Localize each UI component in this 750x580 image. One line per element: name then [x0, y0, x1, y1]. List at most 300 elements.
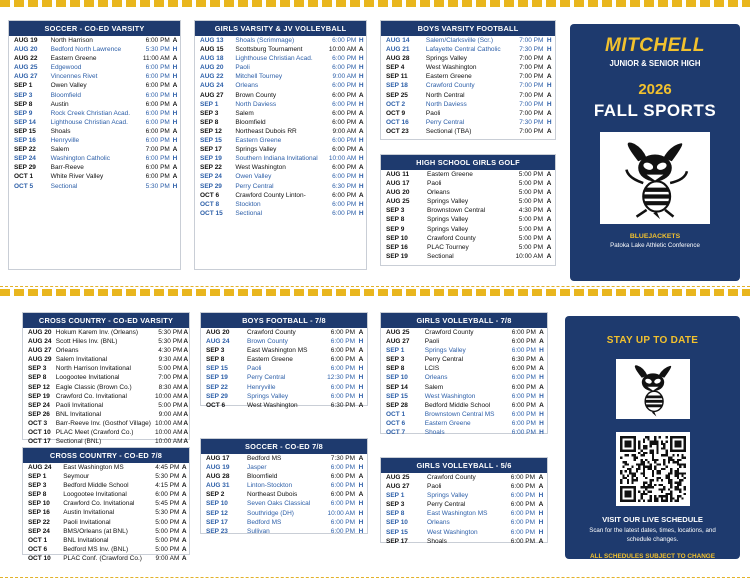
opponent: White River Valley: [50, 173, 104, 181]
game-date: AUG 18: [200, 55, 224, 63]
schedule-row: [201, 481, 367, 490]
home-away: A: [181, 509, 187, 517]
game-date: OCT 1: [28, 536, 48, 544]
schedule-row: [381, 206, 555, 215]
game-date: SEP 14: [386, 383, 408, 391]
schedule-row: [381, 72, 555, 81]
game-time: 6:00 PM: [330, 500, 355, 508]
home-away: A: [358, 191, 364, 199]
opponent: Bloomfield: [235, 118, 266, 126]
game-date: SEP 12: [28, 383, 50, 391]
game-time: 7:30 PM: [519, 46, 544, 54]
opponent: Paoli Invitational: [55, 401, 104, 409]
game-time: 6:00 PM: [510, 501, 535, 509]
game-date: AUG 27: [28, 347, 52, 355]
game-date: AUG 27: [386, 338, 410, 346]
home-away: A: [181, 473, 187, 481]
opponent: Springs Valley: [427, 216, 469, 224]
game-date: SEP 22: [200, 164, 222, 172]
home-away: A: [181, 482, 187, 490]
game-time: 6:00 PM: [511, 429, 536, 437]
home-away: A: [539, 338, 544, 346]
home-away: A: [546, 216, 552, 224]
game-time: 10:00 AM: [155, 419, 183, 427]
schedule-row: [381, 500, 547, 509]
game-date: AUG 20: [14, 46, 38, 54]
game-time: 7:30 PM: [519, 118, 544, 126]
game-time: 6:00 PM: [332, 64, 357, 72]
home-away: H: [358, 100, 364, 108]
opponent: Mitchell Tourney: [235, 73, 283, 81]
schedule-row: [201, 472, 367, 481]
game-time: 10:00 AM: [328, 46, 357, 54]
opponent: Orleans: [55, 347, 79, 355]
opponent: Paoli Invitational: [63, 518, 111, 526]
game-time: 5:30 PM: [155, 473, 180, 481]
game-date: SEP 2: [206, 491, 225, 499]
hornet-mascot-icon: [625, 361, 681, 417]
home-away: A: [546, 234, 552, 242]
schedule-table: [381, 170, 555, 261]
home-away: H: [358, 37, 364, 44]
schedule-row: [381, 482, 547, 491]
game-date: AUG 29: [28, 356, 52, 364]
opponent: Springs Valley: [424, 347, 466, 355]
schedule-row: [381, 91, 555, 100]
game-date: OCT 23: [386, 127, 409, 135]
opponent: LCIS: [424, 365, 440, 373]
schedule-row: [9, 63, 180, 72]
opponent: Springs Valley: [247, 392, 289, 400]
schedule-title: HIGH SCHOOL GIRLS GOLF: [381, 155, 555, 170]
game-date: SEP 19: [28, 392, 50, 400]
schedule-row: [381, 252, 555, 261]
schedule-row: [201, 454, 367, 463]
game-date: SEP 9: [386, 225, 405, 233]
game-date: AUG 24: [206, 338, 230, 346]
schedule-girls-volleyball-varsity-jv: [194, 20, 367, 270]
game-time: 6:00 PM: [332, 82, 357, 90]
opponent: Salem/Clarksville (Scr.): [425, 37, 494, 44]
schedule-row: [23, 328, 189, 337]
schedule-row: [381, 243, 555, 252]
game-time: 5:00 PM: [518, 180, 543, 188]
game-date: SEP 17: [206, 518, 228, 526]
home-away: H: [358, 464, 364, 472]
opponent: Southridge (DH): [247, 509, 294, 517]
schedule-row: [381, 127, 555, 136]
game-time: 7:00 PM: [519, 109, 544, 117]
game-time: 9:00 AM: [155, 554, 180, 562]
schedule-row: [201, 392, 367, 401]
qr-code-icon: [620, 436, 686, 502]
schedule-table: [381, 36, 555, 136]
schedule-row: [381, 392, 547, 401]
schedule-row: [381, 410, 547, 419]
opponent: BNL Invitational: [63, 536, 109, 544]
opponent: Eastern Greene: [247, 356, 293, 364]
game-time: 6:00 PM: [332, 173, 357, 181]
opponent: East Washington MS: [427, 510, 488, 518]
home-away: H: [358, 383, 364, 391]
game-date: SEP 1: [200, 100, 219, 108]
schedule-row: [201, 490, 367, 499]
opponent: Eastern Greene: [425, 73, 472, 81]
game-time: 6:00 PM: [145, 64, 170, 72]
opponent: Paoli: [425, 109, 441, 117]
schedule-row: [23, 536, 189, 545]
qr-code[interactable]: [616, 432, 690, 506]
game-date: AUG 17: [386, 180, 410, 188]
schedule-row: [381, 54, 555, 63]
opponent: Salem Invitational: [55, 356, 108, 364]
opponent: Perry Central: [425, 118, 465, 126]
schedule-row: [195, 63, 366, 72]
schedule-title: CROSS COUNTRY - CO-ED VARSITY: [23, 313, 189, 328]
home-away: A: [172, 55, 178, 63]
game-date: AUG 14: [386, 37, 410, 44]
schedule-row: [23, 373, 189, 382]
game-date: AUG 25: [386, 198, 410, 206]
home-away: H: [358, 365, 364, 373]
game-time: 6:30 PM: [330, 401, 355, 409]
opponent: Perry Central: [424, 356, 464, 364]
game-time: 7:00 PM: [519, 100, 544, 108]
opponent: North Harrison Invitational: [55, 365, 131, 373]
opponent: Paoli: [427, 483, 442, 491]
game-date: AUG 20: [386, 189, 410, 197]
opponent: West Washington: [427, 528, 478, 536]
visit-schedule-text: VISIT OUR LIVE SCHEDULE: [602, 515, 703, 524]
game-time: 6:00 PM: [510, 483, 535, 491]
schedule-row: [23, 355, 189, 364]
schedule-row: [381, 364, 547, 373]
game-time: 6:00 PM: [145, 91, 170, 99]
game-date: AUG 25: [386, 329, 410, 336]
schedule-row: [201, 328, 367, 337]
promo-title: STAY UP TO DATE: [606, 335, 699, 346]
game-time: 6:00 PM: [145, 127, 170, 135]
game-date: SEP 24: [28, 401, 50, 409]
promo-panel: [565, 316, 740, 559]
home-away: A: [358, 146, 364, 154]
game-time: 5:00 PM: [158, 401, 183, 409]
game-date: OCT 6: [28, 545, 48, 553]
schedule-row: [195, 72, 366, 81]
schedule-row: [201, 509, 367, 518]
game-time: 11:00 AM: [142, 55, 170, 63]
game-date: SEP 15: [206, 365, 228, 373]
schedule-row: [23, 401, 189, 410]
opponent: Southern Indiana Invitational: [235, 155, 318, 163]
schedule-table: [23, 328, 189, 446]
opponent: Crawford County: [427, 234, 476, 242]
home-away: A: [546, 109, 552, 117]
game-time: 6:00 PM: [330, 527, 355, 535]
game-date: OCT 9: [386, 109, 406, 117]
schedule-row: [201, 499, 367, 508]
home-away: A: [546, 252, 552, 260]
opponent: Crawford County: [425, 82, 475, 90]
game-time: 10:00 AM: [515, 252, 543, 260]
home-away: A: [538, 474, 544, 481]
home-away: H: [172, 182, 178, 190]
home-away: A: [538, 537, 544, 545]
opponent: Eagle Classic (Brown Co.): [55, 383, 132, 391]
schedule-row: [201, 527, 367, 536]
home-away: A: [358, 329, 364, 336]
cover-panel: [570, 24, 740, 281]
game-date: SEP 10: [386, 519, 408, 527]
opponent: Lighthouse Christian Acad.: [50, 118, 128, 126]
game-date: OCT 3: [28, 419, 48, 427]
school-name: MITCHELL: [604, 35, 706, 56]
home-away: A: [181, 500, 187, 508]
game-date: SEP 10: [28, 500, 50, 508]
game-date: AUG 17: [206, 455, 230, 462]
schedule-row: [381, 197, 555, 206]
opponent: Bedford MS: [247, 455, 282, 462]
game-time: 7:00 PM: [145, 146, 170, 154]
game-time: 6:00 PM: [145, 100, 170, 108]
schedule-row: [195, 45, 366, 54]
opponent: Bedford Middle School: [63, 482, 129, 490]
home-away: H: [358, 209, 364, 217]
home-away: A: [172, 146, 178, 154]
game-time: 6:00 PM: [511, 410, 536, 418]
game-time: 7:00 PM: [519, 37, 544, 44]
schedule-row: [381, 234, 555, 243]
game-time: 6:00 PM: [332, 191, 357, 199]
home-away: H: [358, 155, 364, 163]
schedule-boys-football-varsity: [380, 20, 556, 140]
schedule-row: [9, 100, 180, 109]
schedule-row: [201, 346, 367, 355]
home-away: H: [538, 492, 544, 500]
game-date: AUG 22: [200, 73, 224, 81]
school-level: JUNIOR & SENIOR HIGH: [609, 59, 701, 68]
home-away: H: [538, 510, 544, 518]
home-away: H: [172, 64, 178, 72]
schedule-title: GIRLS VARSITY & JV VOLLEYBALL: [195, 21, 366, 36]
game-time: 6:00 PM: [145, 137, 170, 145]
game-time: 7:00 PM: [519, 55, 544, 63]
opponent: Lafayette Central Catholic: [425, 46, 501, 54]
game-date: OCT 1: [14, 173, 34, 181]
opponent: Sectional: [50, 182, 78, 190]
game-time: 8:30 AM: [158, 383, 183, 391]
game-time: 6:00 PM: [332, 91, 357, 99]
game-date: AUG 15: [200, 46, 224, 54]
opponent: Bloomfield: [247, 473, 278, 481]
home-away: H: [546, 37, 552, 44]
game-time: 5:00 PM: [158, 365, 183, 373]
game-date: AUG 24: [200, 82, 224, 90]
game-date: OCT 10: [28, 554, 51, 562]
opponent: Sectional (TBA): [425, 127, 472, 135]
game-date: SEP 22: [28, 518, 50, 526]
hornet-mascot-icon: [613, 136, 697, 220]
schedule-row: [23, 463, 189, 472]
home-away: H: [539, 429, 544, 437]
game-time: 10:00 AM: [155, 392, 183, 400]
opponent: Northeast Dubois RR: [235, 127, 297, 135]
schedule-row: [9, 109, 180, 118]
game-time: 6:00 PM: [332, 200, 357, 208]
game-time: 4:15 PM: [155, 482, 180, 490]
home-away: H: [539, 410, 544, 418]
opponent: Perry Central: [247, 374, 286, 382]
schedule-row: [381, 373, 547, 382]
schedule-row: [23, 472, 189, 481]
schedule-row: [201, 364, 367, 373]
schedule-title: BOYS FOOTBALL - 7/8: [201, 313, 367, 328]
game-time: 12:30 PM: [327, 374, 355, 382]
game-time: 5:30 PM: [158, 338, 183, 346]
game-date: OCT 2: [386, 100, 406, 108]
opponent: Seymour: [63, 473, 90, 481]
schedule-girls-volleyball-78: [380, 312, 548, 437]
game-date: SEP 15: [200, 137, 222, 145]
schedule-row: [381, 337, 547, 346]
home-away: A: [358, 401, 364, 409]
schedule-row: [201, 463, 367, 472]
home-away: A: [181, 491, 187, 499]
game-date: SEP 3: [386, 356, 405, 364]
home-away: H: [539, 374, 544, 382]
schedule-row: [9, 36, 180, 45]
game-time: 7:00 PM: [519, 127, 544, 135]
opponent: West Washington: [424, 392, 476, 400]
opponent: Springs Valley: [425, 55, 467, 63]
game-date: SEP 29: [206, 392, 228, 400]
game-time: 5:45 PM: [155, 500, 180, 508]
game-date: SEP 11: [386, 73, 408, 81]
game-date: AUG 21: [386, 46, 410, 54]
game-date: SEP 16: [14, 137, 36, 145]
opponent: Jasper: [247, 464, 267, 472]
schedule-row: [195, 136, 366, 145]
game-date: SEP 15: [386, 392, 408, 400]
home-away: H: [172, 91, 178, 99]
game-time: 5:30 PM: [145, 182, 170, 190]
opponent: Paoli: [247, 365, 262, 373]
schedule-row: [195, 118, 366, 127]
schedule-row: [195, 54, 366, 63]
opponent: Shoals (Scrimmage): [235, 37, 295, 44]
schedule-row: [381, 100, 555, 109]
game-date: SEP 29: [14, 164, 36, 172]
opponent: North Harrison: [50, 37, 93, 44]
game-time: 6:00 PM: [510, 474, 535, 481]
game-date: SEP 29: [200, 182, 222, 190]
game-date: SEP 25: [386, 91, 408, 99]
schedule-table: [9, 36, 180, 191]
season-title: FALL SPORTS: [593, 101, 717, 120]
home-away: A: [358, 127, 364, 135]
game-date: SEP 22: [14, 146, 36, 154]
game-time: 6:00 PM: [332, 100, 357, 108]
game-time: 6:00 PM: [330, 356, 355, 364]
schedule-title: GIRLS VOLLEYBALL - 5/6: [381, 458, 547, 473]
home-away: A: [183, 356, 189, 364]
home-away: A: [172, 37, 178, 44]
opponent: Shoals: [427, 537, 447, 545]
game-date: SEP 22: [206, 383, 228, 391]
game-date: AUG 20: [200, 64, 224, 72]
game-time: 6:00 PM: [145, 73, 170, 81]
home-away: H: [546, 46, 552, 54]
home-away: A: [358, 118, 364, 126]
home-away: H: [546, 118, 552, 126]
game-time: 6:00 PM: [510, 537, 535, 545]
opponent: Henryville: [247, 383, 276, 391]
schedule-row: [381, 473, 547, 482]
schedule-row: [201, 337, 367, 346]
home-away: H: [358, 173, 364, 181]
schedule-title: GIRLS VOLLEYBALL - 7/8: [381, 313, 547, 328]
opponent: Barr-Reeve: [50, 164, 84, 172]
game-time: 6:00 PM: [145, 173, 170, 181]
home-away: A: [172, 127, 178, 135]
opponent: Shoals: [50, 127, 71, 135]
home-away: A: [181, 518, 187, 526]
schedule-row: [9, 91, 180, 100]
home-away: A: [172, 82, 178, 90]
schedule-row: [381, 346, 547, 355]
home-away: H: [172, 118, 178, 126]
home-away: H: [539, 392, 544, 400]
game-date: SEP 8: [28, 374, 47, 382]
game-date: AUG 25: [14, 64, 38, 72]
game-date: AUG 22: [14, 55, 38, 63]
schedule-row: [381, 179, 555, 188]
home-away: A: [183, 374, 189, 382]
schedule-row: [9, 136, 180, 145]
opponent: Vincennes Rivet: [50, 73, 98, 81]
schedule-disclaimer: ALL SCHEDULES SUBJECT TO CHANGE: [589, 553, 716, 560]
opponent: Orleans: [424, 374, 448, 382]
schedule-row: [23, 346, 189, 355]
opponent: BMS/Orleans (at BNL): [63, 527, 128, 535]
home-away: A: [358, 109, 364, 117]
game-time: 6:00 PM: [332, 55, 357, 63]
home-away: A: [546, 207, 552, 215]
home-away: A: [183, 329, 189, 336]
game-date: SEP 3: [28, 482, 47, 490]
game-date: SEP 14: [14, 118, 36, 126]
home-away: A: [172, 164, 178, 172]
schedule-row: [381, 401, 547, 410]
game-date: SEP 4: [386, 64, 405, 72]
game-date: SEP 24: [28, 527, 50, 535]
schedule-row: [195, 36, 366, 45]
game-date: AUG 28: [206, 473, 230, 481]
opponent: Paoli: [427, 180, 442, 188]
opponent: Brownstown Central: [427, 207, 486, 215]
schedule-row: [23, 545, 189, 554]
game-time: 10:00 AM: [155, 429, 183, 437]
schedule-row: [381, 328, 547, 337]
schedule-row: [381, 383, 547, 392]
game-time: 9:00 AM: [158, 410, 183, 418]
home-away: A: [181, 536, 187, 544]
opponent: East Washington MS: [63, 464, 124, 471]
game-time: 6:00 PM: [511, 401, 536, 409]
schedule-row: [201, 401, 367, 410]
game-date: OCT 1: [386, 410, 406, 418]
game-date: AUG 20: [206, 329, 230, 336]
